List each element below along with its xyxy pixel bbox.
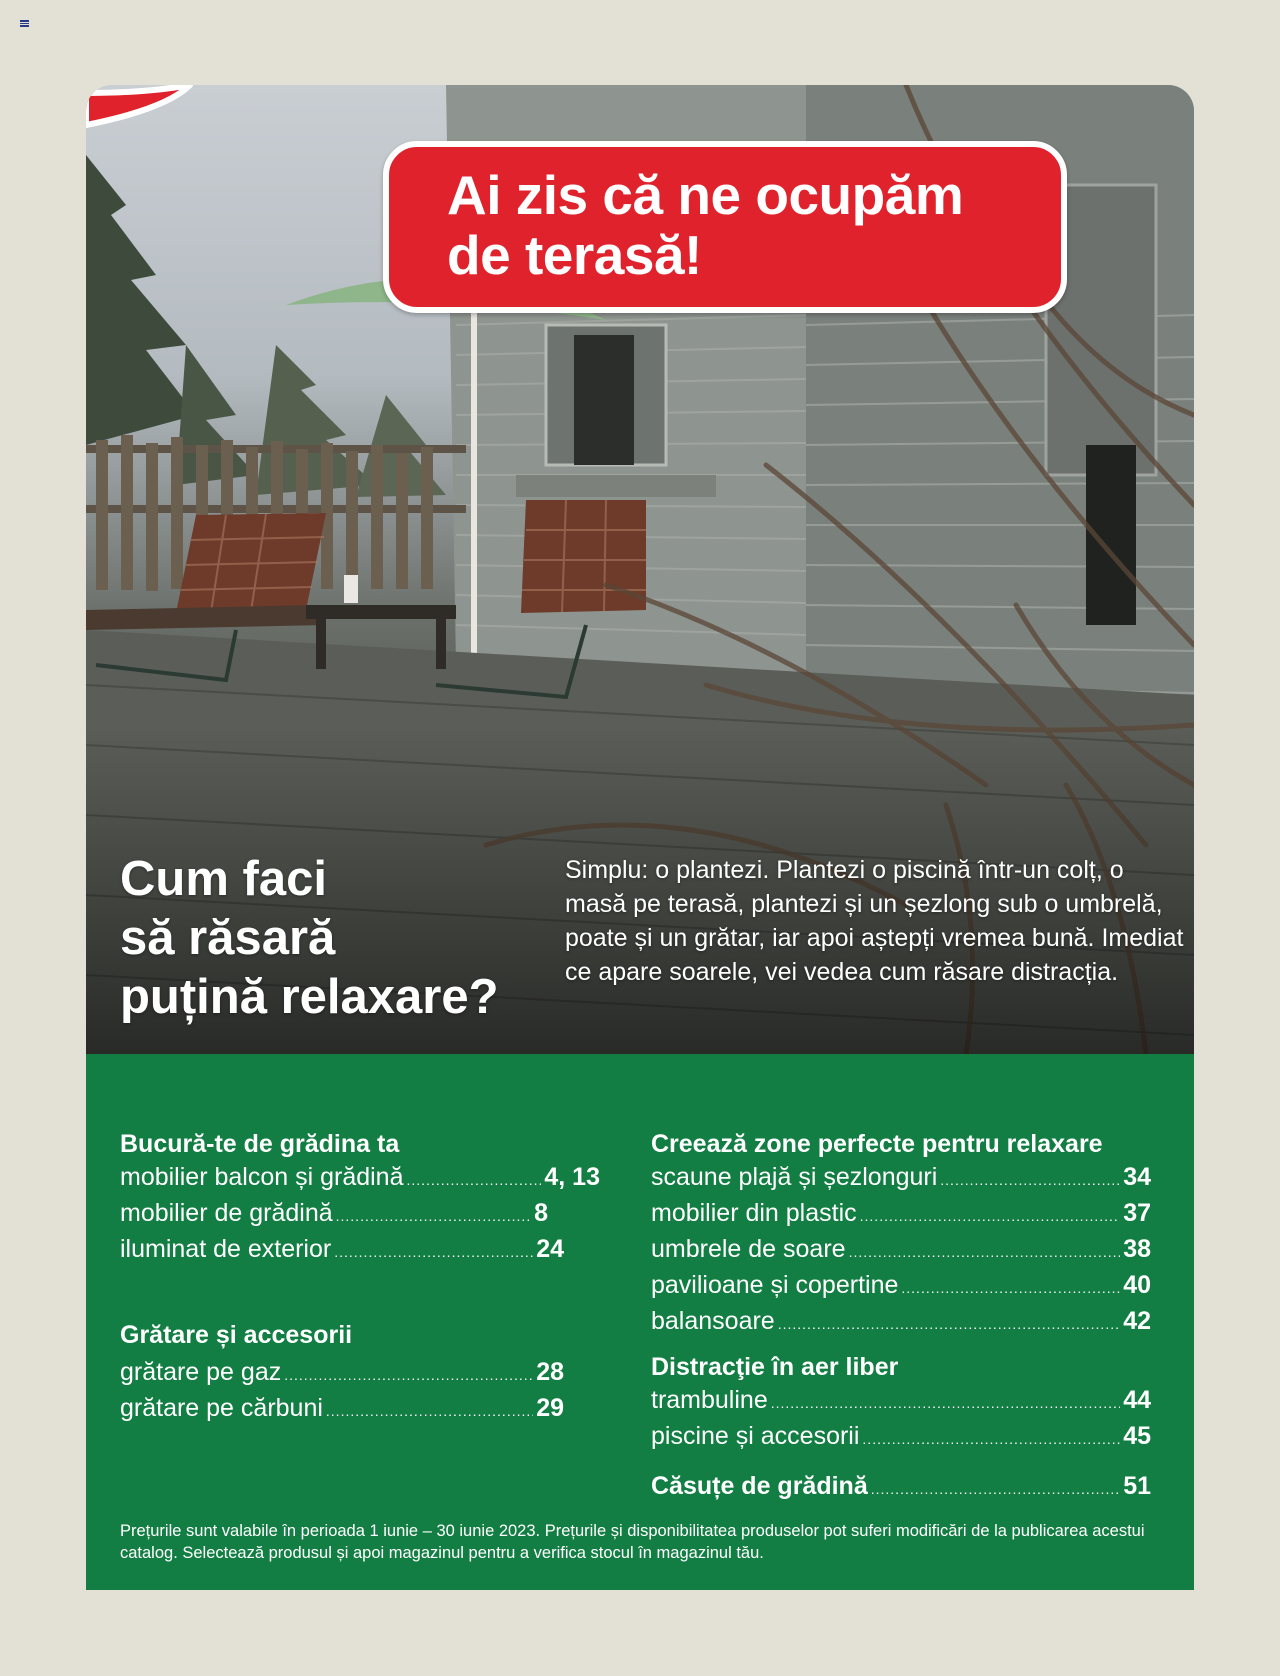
toc-entry-page: 8 (534, 1199, 548, 1227)
toc-entry-page: 37 (1123, 1199, 1151, 1227)
leader-dots (871, 1473, 1120, 1506)
toc-entry[interactable] (120, 1161, 600, 1197)
leader-dots (284, 1359, 533, 1392)
toc-entry[interactable] (651, 1233, 1151, 1269)
toc-entry-label: pavilioane și copertine (651, 1271, 899, 1299)
toc-right-column (651, 1128, 1151, 1506)
toc-section (120, 1319, 600, 1428)
toc-section (651, 1128, 1151, 1341)
leader-dots (334, 1236, 533, 1269)
toc-entry-page: 28 (536, 1358, 564, 1386)
toc-entry-label: mobilier balcon și grădină (120, 1163, 404, 1191)
toc-entry-page: 24 (536, 1235, 564, 1263)
table-of-contents (86, 1054, 1194, 1590)
toc-entry-label: grătare pe cărbuni (120, 1394, 323, 1422)
bubble-line-2: de terasă! (447, 224, 702, 286)
bubble-line-1: Ai zis că ne ocupăm (447, 164, 964, 226)
hero-question-line-3: puțină relaxare? (120, 970, 499, 1024)
toc-left-column (120, 1128, 600, 1428)
leader-dots (771, 1387, 1120, 1420)
toc-entry[interactable] (651, 1161, 1151, 1197)
toc-entry-label: mobilier de grădină (120, 1199, 333, 1227)
leader-dots (406, 1164, 541, 1197)
speech-bubble-tail (86, 85, 196, 165)
toc-entry[interactable] (651, 1420, 1151, 1456)
toc-section (651, 1351, 1151, 1456)
toc-entry-label: balansoare (651, 1307, 775, 1335)
toc-entry-page: 40 (1123, 1271, 1151, 1299)
toc-entry[interactable] (651, 1197, 1151, 1233)
leader-dots (326, 1395, 533, 1428)
toc-entry-label: trambuline (651, 1386, 768, 1414)
toc-entry[interactable] (120, 1197, 548, 1233)
bubble-headline (447, 165, 963, 285)
hero-question-line-2: să răsară (120, 911, 336, 965)
menu-icon[interactable] (20, 20, 29, 27)
toc-entry-page: 51 (1123, 1472, 1151, 1500)
toc-entry-page: 38 (1123, 1235, 1151, 1263)
leader-dots (862, 1423, 1120, 1456)
toc-entry-label: Căsuțe de grădină (651, 1472, 868, 1500)
leader-dots (849, 1236, 1121, 1269)
leader-dots (860, 1200, 1121, 1233)
toc-entry[interactable] (120, 1356, 564, 1392)
toc-entry[interactable] (651, 1384, 1151, 1420)
leader-dots (940, 1164, 1120, 1197)
toc-entry-page: 42 (1123, 1307, 1151, 1335)
toc-section-title: Distracţie în aer liber (651, 1353, 899, 1381)
catalog-page (86, 85, 1194, 1590)
toc-entry-label: piscine și accesorii (651, 1422, 860, 1450)
toc-entry-page: 4, 13 (544, 1163, 600, 1191)
toc-entry-label: scaune plajă și șezlonguri (651, 1163, 938, 1191)
toc-section (120, 1128, 600, 1269)
toc-entry-label: mobilier din plastic (651, 1199, 857, 1227)
toc-entry[interactable] (651, 1305, 1151, 1341)
toc-entry-page: 45 (1123, 1422, 1151, 1450)
toc-entry[interactable] (651, 1470, 1151, 1506)
toc-entry[interactable] (120, 1392, 564, 1428)
toc-entry[interactable] (120, 1233, 564, 1269)
toc-section-title: Creează zone perfecte pentru relaxare (651, 1130, 1103, 1158)
terrace-photo (86, 85, 1194, 1054)
speech-bubble (383, 141, 1067, 313)
leader-dots (901, 1272, 1120, 1305)
toc-entry-page: 34 (1123, 1163, 1151, 1191)
hero-paragraph: Simplu: o plantezi. Plantezi o piscină într-un colț, o masă pe terasă, plantezi și un șezlong sub o umbrelă, poate și un grătar, iar apoi aștepți vremea bună. Imediat ce apare soarele, vei vedea cum răsare distracția. (565, 856, 1184, 986)
toc-section-title: Grătare și accesorii (120, 1321, 353, 1349)
toc-section-title: Bucură-te de grădina ta (120, 1130, 400, 1158)
toc-entry-page: 44 (1123, 1386, 1151, 1414)
hero-question (120, 850, 499, 1027)
toc-entry-label: iluminat de exterior (120, 1235, 332, 1263)
toc-entry[interactable] (651, 1269, 1151, 1305)
leader-dots (778, 1308, 1120, 1341)
price-validity-note: Prețurile sunt valabile în perioada 1 iunie – 30 iunie 2023. Prețurile și disponibilitatea produselor pot suferi modificări de la publicarea acestui catalog. Selectează produsul și apoi magazinul pentru a verifica stocul în magazinul tău. (120, 1522, 1145, 1562)
toc-entry-label: grătare pe gaz (120, 1358, 282, 1386)
toc-entry-label: umbrele de soare (651, 1235, 846, 1263)
toc-entry-page: 29 (536, 1394, 564, 1422)
leader-dots (336, 1200, 531, 1233)
hero-question-line-1: Cum faci (120, 852, 327, 906)
